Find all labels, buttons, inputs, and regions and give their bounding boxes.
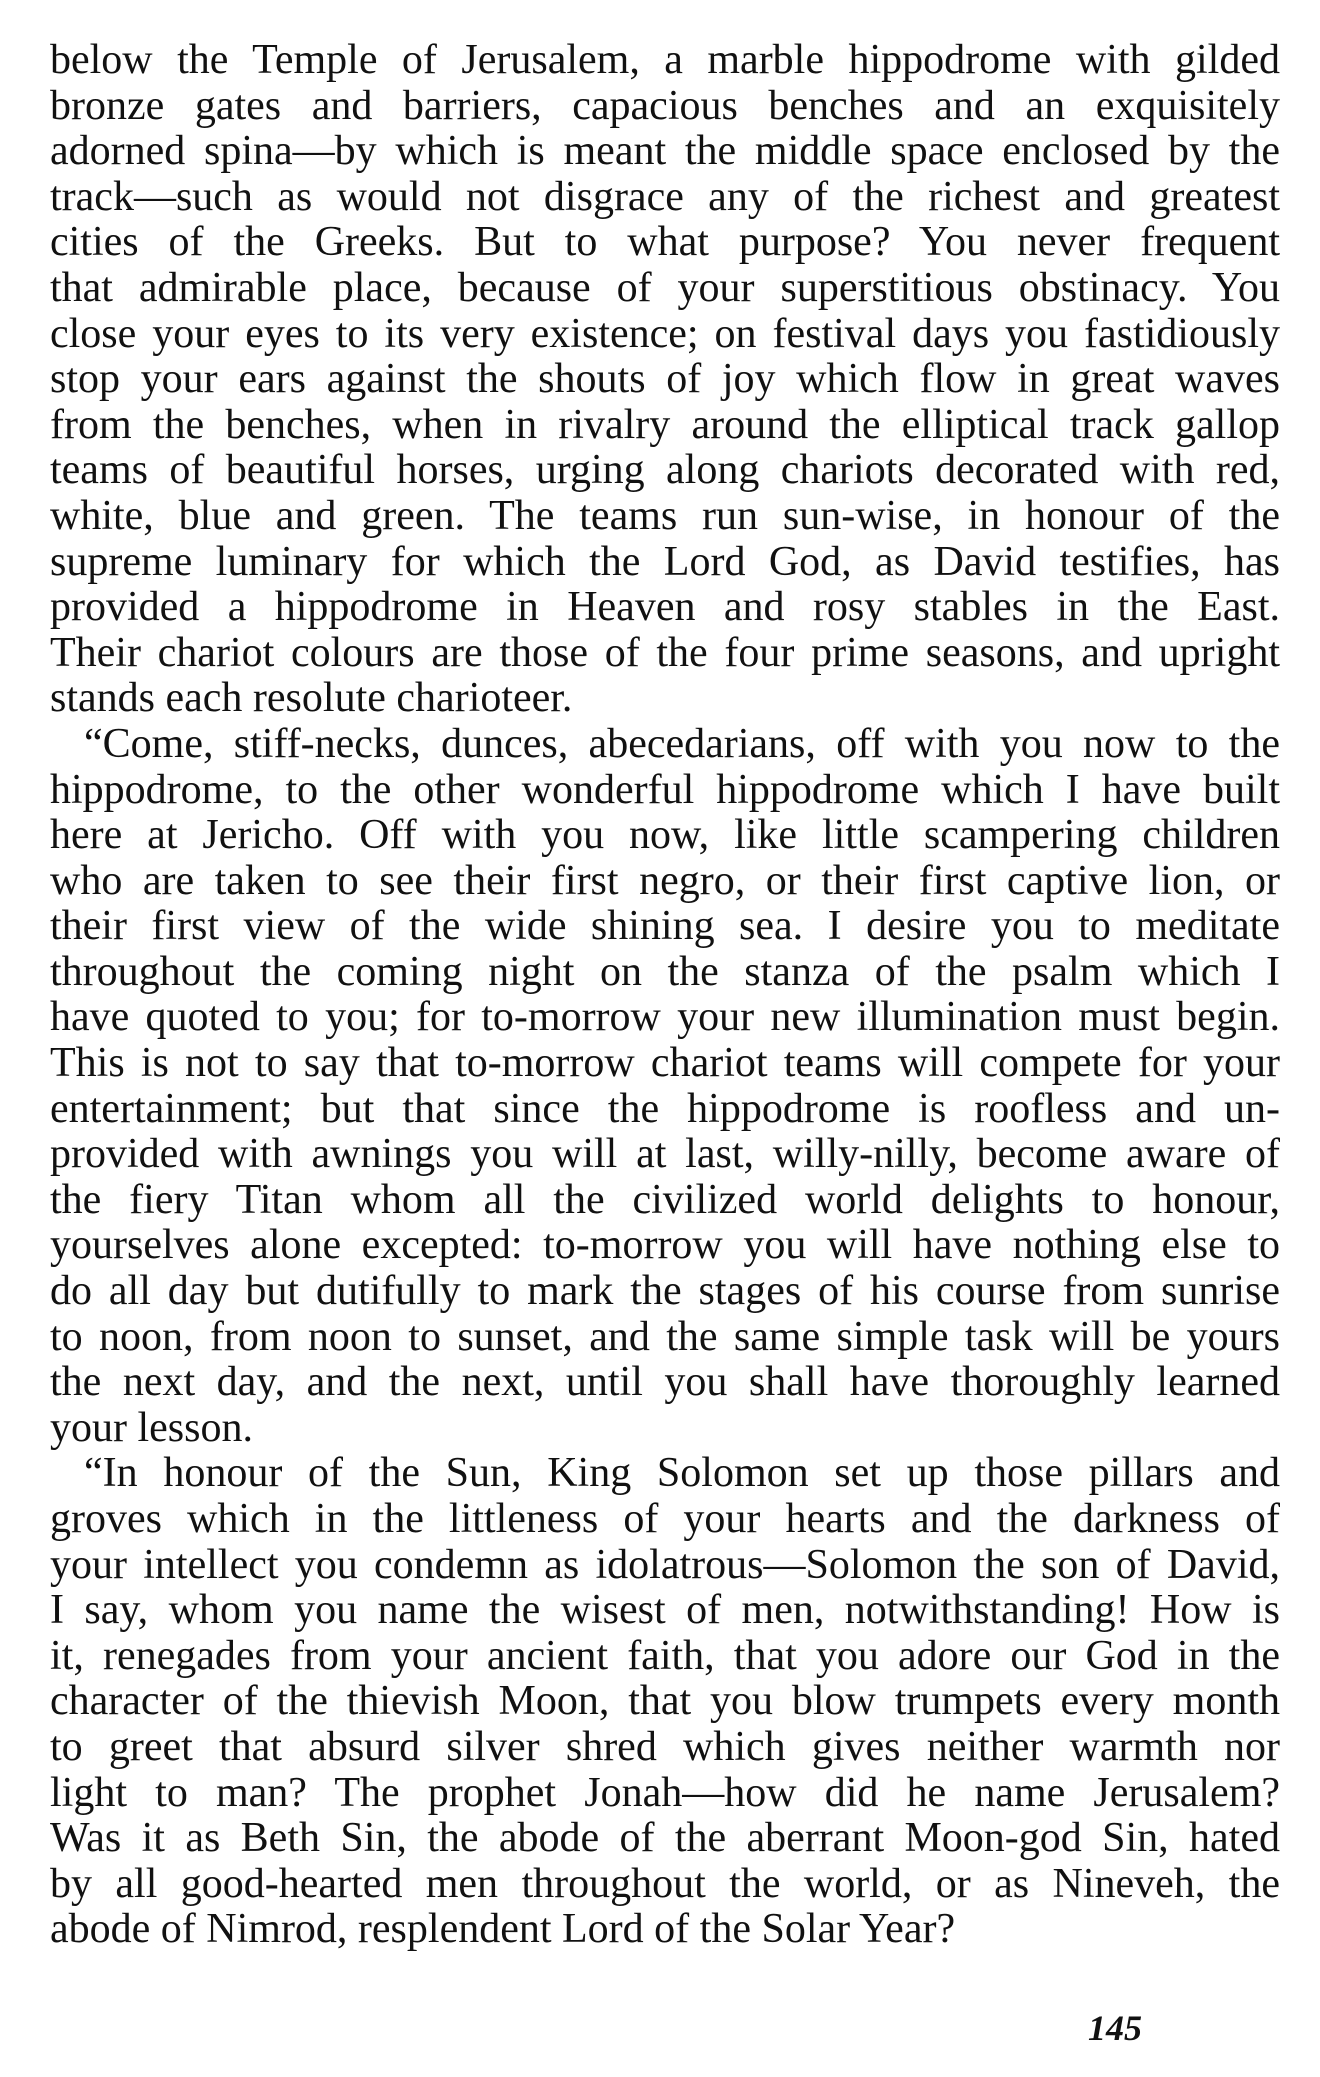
text-line: the next day, and the next, until you shall have thoroughly learned	[50, 1359, 1280, 1406]
text-line: who are taken to see their first negro, or their first captive lion, or	[50, 857, 1280, 904]
text-line: white, blue and green. The teams run sun-wise, in honour of the	[50, 492, 1280, 539]
text-line: by all good-hearted men throughout the world, or as Nineveh, the	[50, 1860, 1280, 1907]
paragraph-1	[50, 38, 1280, 722]
text-line: provided a hippodrome in Heaven and rosy stables in the East.	[50, 584, 1280, 631]
text-line: Their chariot colours are those of the four prime seasons, and upright	[50, 629, 1280, 676]
text-line: throughout the coming night on the stanza of the psalm which I	[50, 948, 1280, 995]
text-line: stands each resolute charioteer.	[50, 675, 573, 722]
text-line: to noon, from noon to sunset, and the same simple task will be yours	[50, 1313, 1280, 1360]
text-line: “In honour of the Sun, King Solomon set up those pillars and	[84, 1450, 1280, 1497]
text-line: to greet that absurd silver shred which gives neither warmth nor	[50, 1723, 1280, 1770]
paragraph-2	[50, 722, 1280, 1452]
text-line: your lesson.	[50, 1404, 253, 1451]
text-line: that admirable place, because of your superstitious obstinacy. You	[50, 264, 1280, 311]
text-line: adorned spina—by which is meant the middle space enclosed by the	[50, 128, 1280, 175]
text-line: character of the thievish Moon, that you blow trumpets every month	[50, 1678, 1280, 1725]
text-line: supreme luminary for which the Lord God, as David testifies, has	[50, 538, 1280, 585]
text-line: your intellect you condemn as idolatrous—Solomon the son of David,	[50, 1541, 1280, 1588]
text-line: This is not to say that to-morrow chariot teams will compete for your	[50, 1040, 1280, 1087]
body-text	[50, 38, 1280, 1953]
text-line: “Come, stiff-necks, dunces, abecedarians, off with you now to the	[84, 720, 1280, 767]
text-line: from the benches, when in rivalry around the elliptical track gallop	[50, 401, 1280, 448]
text-line: provided with awnings you will at last, willy-nilly, become aware of	[50, 1131, 1280, 1178]
text-line: close your eyes to its very existence; on festival days you fastidiously	[50, 310, 1280, 357]
text-line: entertainment; but that since the hippodrome is roofless and un-	[50, 1085, 1280, 1132]
text-line: bronze gates and barriers, capacious benches and an exquisitely	[50, 82, 1280, 129]
text-line: cities of the Greeks. But to what purpose? You never frequent	[50, 219, 1280, 266]
text-line: track—such as would not disgrace any of the richest and greatest	[50, 173, 1280, 220]
text-line: yourselves alone excepted: to-morrow you will have nothing else to	[50, 1222, 1280, 1269]
paragraph-3	[50, 1451, 1280, 1953]
text-line: light to man? The prophet Jonah—how did he name Jerusalem?	[50, 1769, 1280, 1816]
text-line: their first view of the wide shining sea. I desire you to meditate	[50, 903, 1280, 950]
page-number: 145	[1088, 2008, 1142, 2048]
text-line: here at Jericho. Off with you now, like little scampering children	[50, 812, 1280, 859]
text-line: hippodrome, to the other wonderful hippodrome which I have built	[50, 766, 1280, 813]
text-line: groves which in the littleness of your hearts and the darkness of	[50, 1496, 1280, 1542]
text-line: Was it as Beth Sin, the abode of the aberrant Moon-god Sin, hated	[50, 1815, 1280, 1862]
text-line: do all day but dutifully to mark the stages of his course from sunrise	[50, 1268, 1280, 1315]
text-line: the fiery Titan whom all the civilized world delights to honour,	[50, 1176, 1280, 1223]
text-line: teams of beautiful horses, urging along chariots decorated with red,	[50, 447, 1280, 494]
text-line: have quoted to you; for to-morrow your new illumination must begin.	[50, 994, 1280, 1041]
text-line: stop your ears against the shouts of joy which flow in great waves	[50, 356, 1280, 403]
text-line: it, renegades from your ancient faith, that you adore our God in the	[50, 1632, 1280, 1679]
text-line: abode of Nimrod, resplendent Lord of the Solar Year?	[50, 1906, 956, 1953]
text-line: below the Temple of Jerusalem, a marble hippodrome with gilded	[50, 37, 1280, 83]
text-line: I say, whom you name the wisest of men, notwithstanding! How is	[50, 1587, 1280, 1634]
